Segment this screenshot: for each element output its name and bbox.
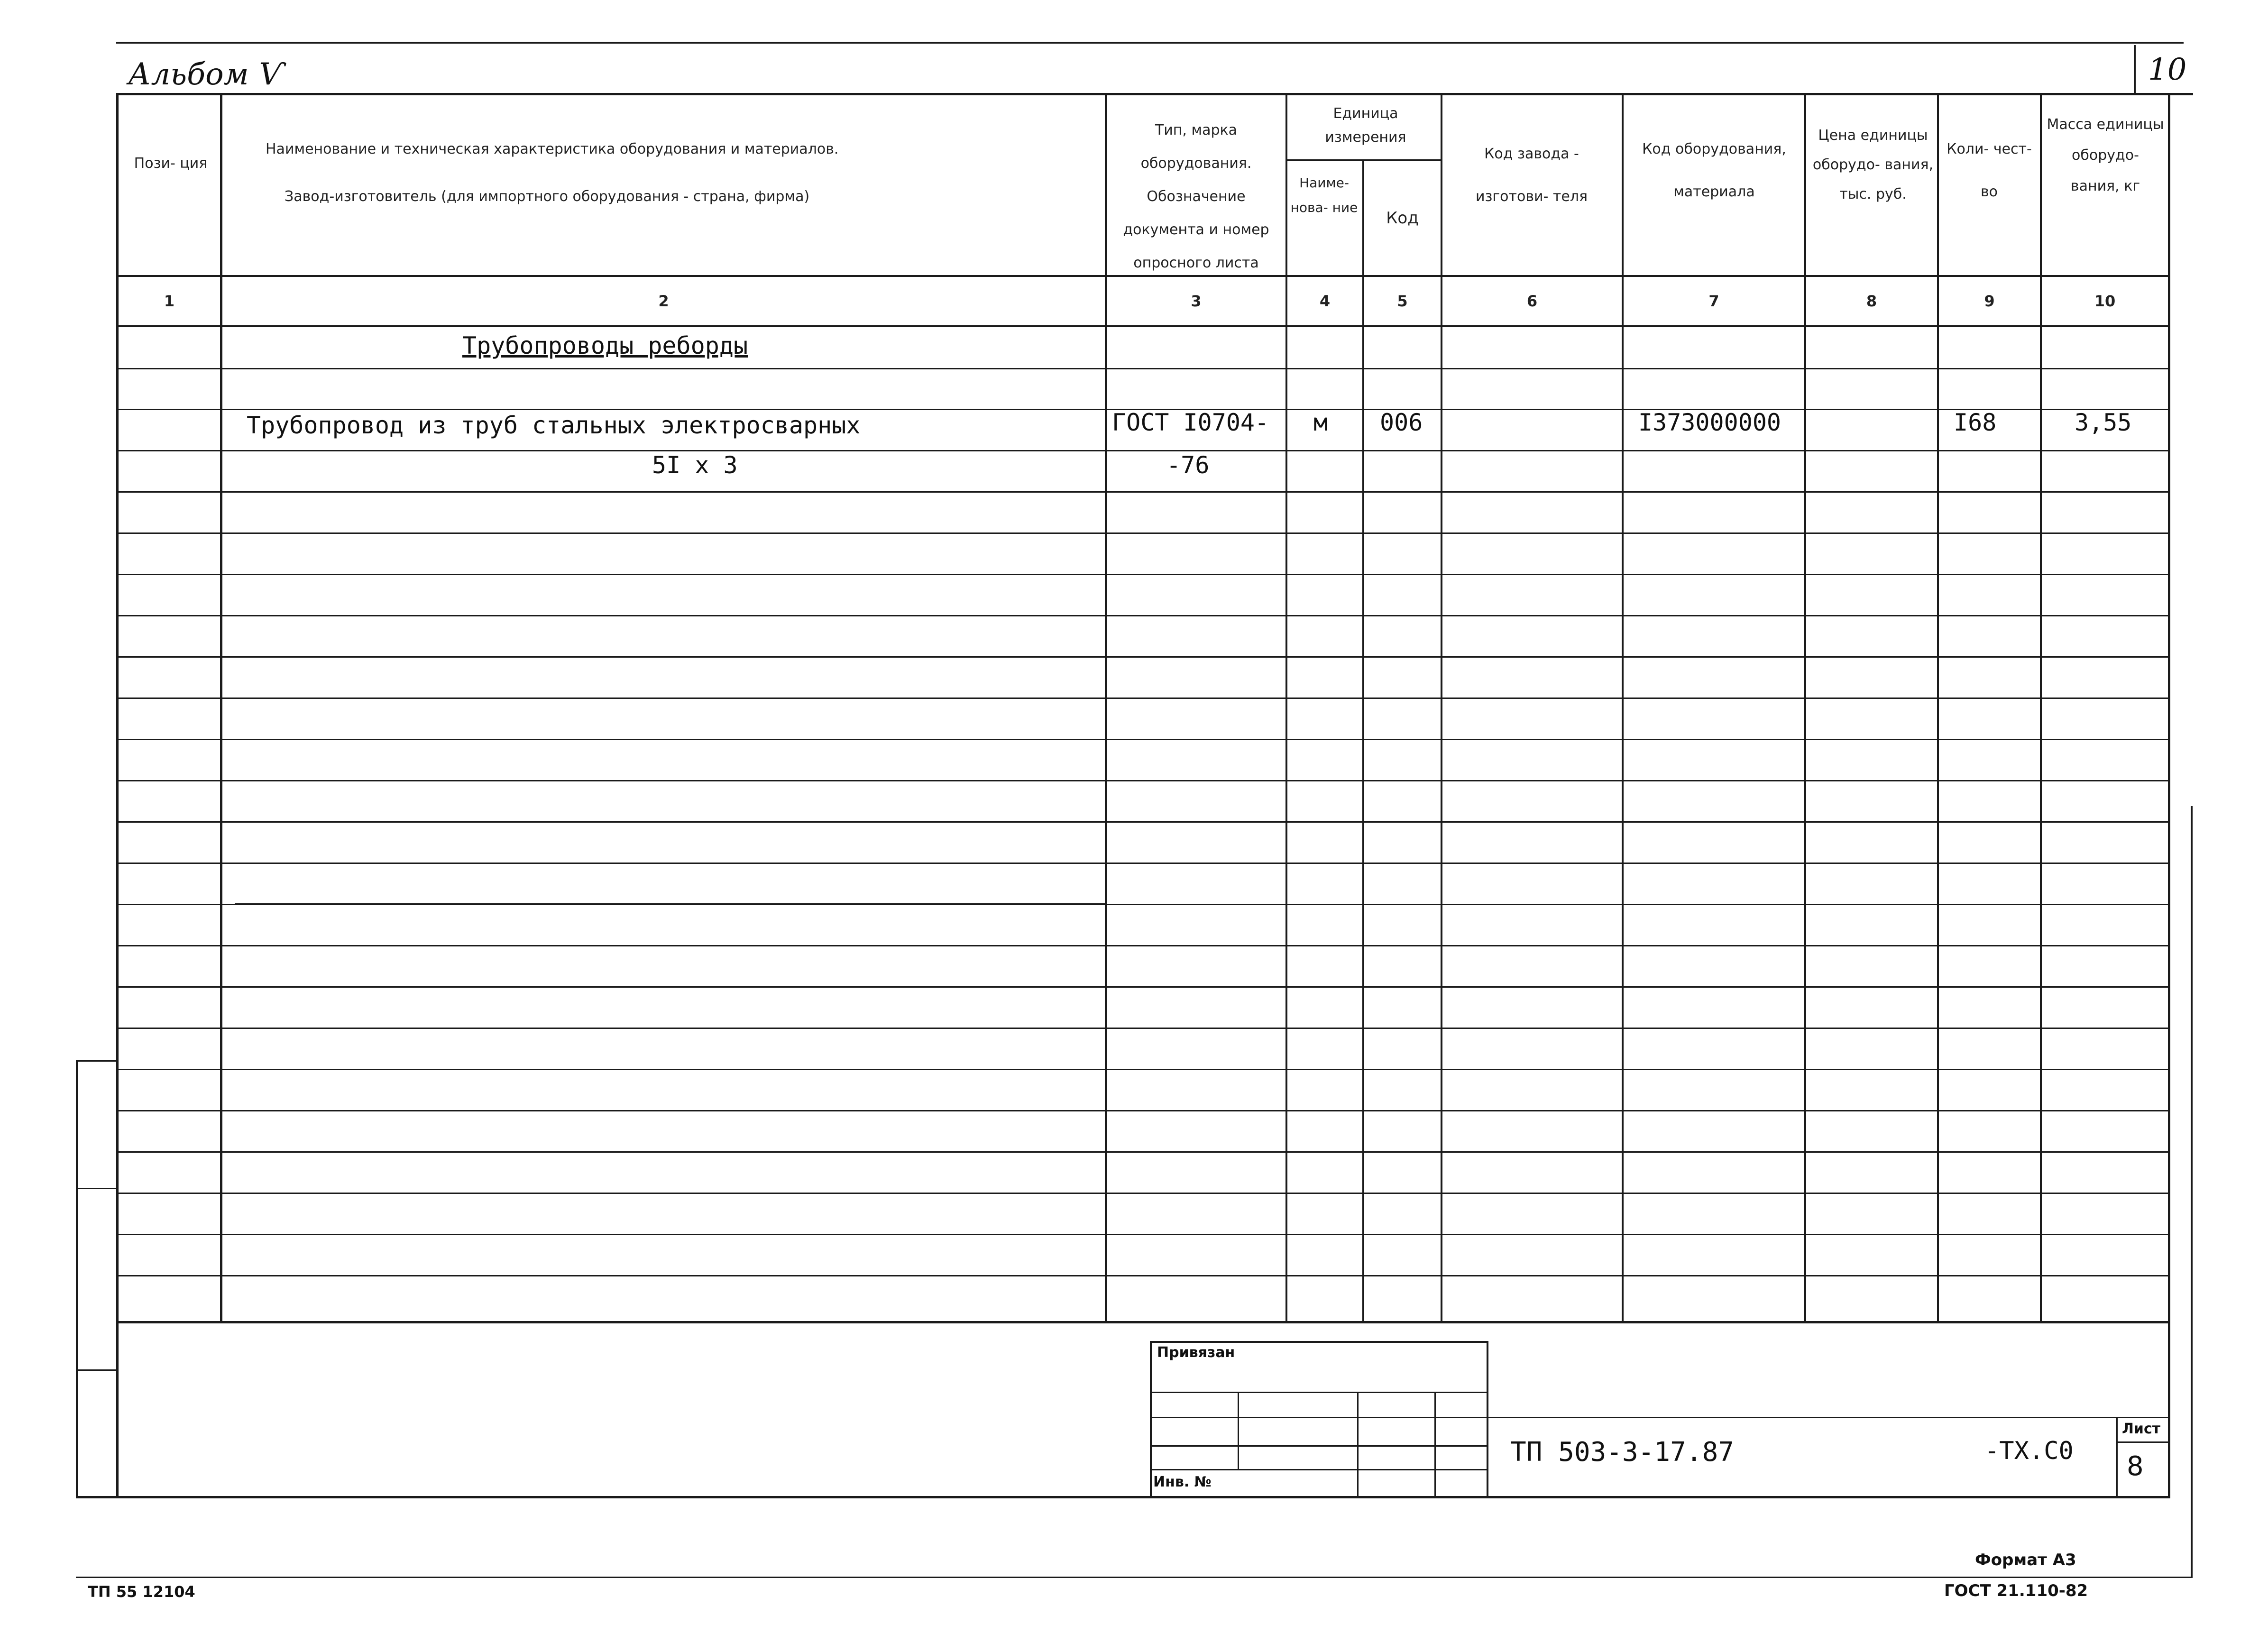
col-number-8: 8 bbox=[1866, 292, 1877, 310]
header-name-line2: Завод-изготовитель (для импортного оборудования - страна, фирма) bbox=[285, 188, 810, 205]
item-unit-code: 006 bbox=[1380, 409, 1423, 436]
col-number-1: 1 bbox=[164, 292, 175, 310]
header-quantity: Коли- чест- во bbox=[1947, 141, 2032, 200]
col-number-6: 6 bbox=[1526, 292, 1538, 310]
item-unit: м bbox=[1313, 409, 1328, 436]
album-label: Альбом Ѵ bbox=[128, 57, 285, 92]
header-mass: Масса единицы оборудо- вания, кг bbox=[2047, 116, 2164, 194]
inventory-label: Инв. № bbox=[1153, 1474, 1212, 1490]
col-number-7: 7 bbox=[1708, 292, 1719, 310]
header-material-code: Код оборудования, материала bbox=[1642, 141, 1786, 200]
header-name-line1: Наименование и техническая характеристика оборудования и материалов. bbox=[266, 141, 839, 157]
item-material-code: I373000000 bbox=[1638, 409, 1781, 436]
col-number-3: 3 bbox=[1191, 292, 1202, 310]
col-number-10: 10 bbox=[2094, 292, 2116, 310]
item-mass: 3,55 bbox=[2075, 409, 2132, 436]
item-name: Трубопровод из труб стальных электросварных bbox=[247, 412, 861, 439]
item-size: 5I x 3 bbox=[652, 451, 738, 479]
header-factory-code: Код завода - изготови- теля bbox=[1475, 146, 1588, 205]
footer-standard: ГОСТ 21.110-82 bbox=[1944, 1581, 2088, 1600]
item-type-cont: -76 bbox=[1166, 451, 1210, 479]
page-number: 10 bbox=[2148, 52, 2187, 87]
sheet-number: 8 bbox=[2127, 1451, 2144, 1482]
item-type: ГОСТ I0704- bbox=[1112, 409, 1269, 436]
col-number-9: 9 bbox=[1984, 292, 1995, 310]
footer-format: Формат А3 bbox=[1975, 1551, 2076, 1569]
section-title: Трубопроводы реборды bbox=[462, 332, 748, 359]
item-quantity: I68 bbox=[1954, 409, 1997, 436]
header-type: Тип, марка оборудования. Обозначение документа и номер опросного листа bbox=[1123, 122, 1269, 271]
designation: ТП 503-3-17.87 bbox=[1510, 1437, 1735, 1468]
col-number-2: 2 bbox=[658, 292, 669, 310]
header-price: Цена единицы оборудо- вания, тыс. руб. bbox=[1812, 127, 1934, 202]
header-position: Пози- ция bbox=[134, 155, 208, 172]
col-number-4: 4 bbox=[1319, 292, 1331, 310]
designation-suffix: -ТХ.С0 bbox=[1984, 1437, 2074, 1465]
header-unit-group: Единица измерения bbox=[1325, 105, 1406, 146]
header-unit-name: Наиме- нова- ние bbox=[1290, 175, 1358, 215]
sheet-label: Лист bbox=[2122, 1421, 2161, 1437]
header-unit-code: Код bbox=[1386, 209, 1419, 228]
col-number-5: 5 bbox=[1397, 292, 1408, 310]
bound-label: Привязан bbox=[1157, 1344, 1235, 1361]
footer-left-code: ТП 55 12104 bbox=[88, 1583, 195, 1601]
